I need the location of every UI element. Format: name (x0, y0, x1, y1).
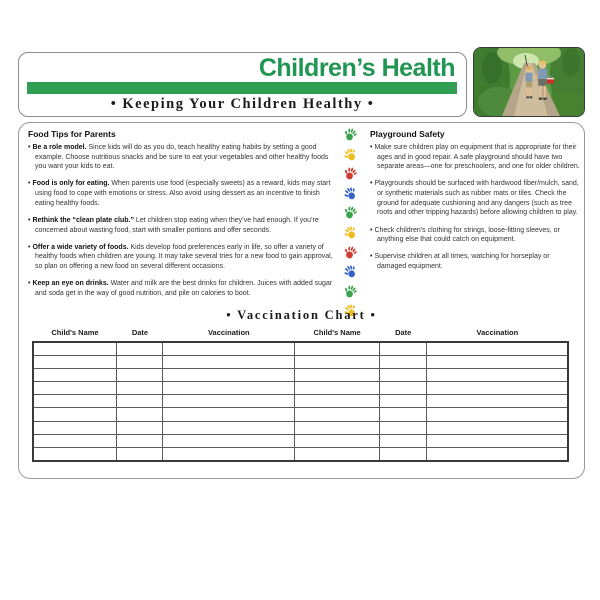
bullet-icon: • (28, 144, 31, 151)
vaccination-cell (163, 421, 295, 434)
vaccination-cell (380, 369, 427, 382)
vaccination-cell (427, 342, 568, 356)
vaccination-cell (427, 421, 568, 434)
vaccination-cell (427, 408, 568, 421)
playground-safety-heading: Playground Safety (370, 129, 445, 139)
bullet-icon: • (28, 180, 31, 188)
handprint-icon (340, 222, 360, 242)
vaccination-row (33, 447, 568, 461)
vaccination-cell (117, 408, 163, 421)
vaccination-cell (33, 342, 117, 356)
handprint-icon (340, 144, 360, 164)
vaccination-cell (295, 382, 380, 395)
vaccination-row (33, 421, 568, 434)
food-tips-section (28, 129, 334, 306)
food-tip-item: • Rethink the “clean plate club.” Let children stop eating when they’ve had enough. If you’re concerned about wasting food, start with smaller portions and offer seconds. (28, 216, 319, 234)
header-tagline: • Keeping Your Children Healthy • (110, 96, 375, 112)
handprint-icon-column (341, 127, 359, 318)
playground-safety-list (370, 143, 580, 272)
vaccination-row (33, 356, 568, 369)
vaccination-cell (295, 408, 380, 421)
vaccination-row (33, 395, 568, 408)
children-walking-path-photo (473, 47, 585, 117)
playground-tip-item: • Supervise children at all times, watching for horseplay or damaged equipment. (370, 253, 550, 271)
vaccination-cell (117, 369, 163, 382)
vaccination-cell (295, 395, 380, 408)
vaccination-cell (163, 369, 295, 382)
bullet-icon: • (370, 226, 373, 234)
vaccination-cell (117, 421, 163, 434)
handprint-icon (340, 262, 360, 282)
vaccination-cell (117, 382, 163, 395)
vaccination-cell (380, 408, 427, 421)
vaccination-cell (163, 356, 295, 369)
handprint-icon (340, 242, 360, 262)
vaccination-cell (163, 382, 295, 395)
content-card (18, 122, 585, 479)
vaccination-column-header: Vaccination (476, 328, 519, 337)
vaccination-cell (163, 434, 295, 447)
vaccination-column-header: Date (395, 328, 412, 337)
vaccination-cell (163, 395, 295, 408)
vaccination-cell (33, 408, 117, 421)
food-tips-heading: Food Tips for Parents (28, 129, 116, 139)
vaccination-cell (33, 382, 117, 395)
vaccination-column-header: Child's Name (313, 328, 361, 337)
vaccination-row (33, 382, 568, 395)
header (18, 52, 467, 117)
page-title: Children’s Health (258, 54, 455, 82)
vaccination-cell (427, 434, 568, 447)
vaccination-column-header: Child's Name (51, 328, 99, 337)
vaccination-cell (33, 356, 117, 369)
vaccination-cell (380, 395, 427, 408)
bullet-icon: • (28, 216, 31, 224)
handprint-icon (340, 125, 360, 145)
vaccination-cell (427, 395, 568, 408)
food-tip-item: • Offer a wide variety of foods. Kids develop food preferences early in life, so offer a variety of healthy foods when children are young. It may take several tries for a new food to gain approval, so plan on offering a new food on several different occasions. (28, 243, 333, 271)
vaccination-cell (117, 434, 163, 447)
handprint-icon (340, 164, 360, 184)
vaccination-row (33, 408, 568, 421)
vaccination-cell (295, 356, 380, 369)
vaccination-header-row (33, 328, 568, 342)
vaccination-cell (33, 395, 117, 408)
food-tip-item: • Keep an eye on drinks. Water and milk are the best drinks for children. Juices with added sugar and soda get in the way of good nutrition, and pile on calories to boot. (28, 280, 333, 297)
vaccination-cell (295, 447, 380, 461)
vaccination-row (33, 369, 568, 382)
vaccination-cell (427, 356, 568, 369)
playground-tip-item: • Playgrounds should be surfaced with hardwood fiber/mulch, sand, or synthetic materials such as rubber mats or tiles. Check the ground for adequate cushioning and any dangers (such as tree roots and other tripping hazards) before allowing children to play. (370, 180, 579, 217)
bullet-icon: • (370, 253, 373, 261)
vaccination-cell (295, 421, 380, 434)
vaccination-cell (380, 421, 427, 434)
vaccination-cell (33, 369, 117, 382)
food-tips-list (28, 143, 334, 299)
vaccination-column-header: Vaccination (207, 328, 250, 337)
playground-tip-item: • Make sure children play on equipment that is appropriate for their ages and in good repair. A safe playground should have two separate areas—one for preschoolers, and one for older children. (370, 144, 580, 171)
vaccination-cell (33, 447, 117, 461)
vaccination-cell (33, 421, 117, 434)
vaccination-cell (380, 382, 427, 395)
vaccination-chart-title: • Vaccination Chart • (226, 308, 377, 322)
vaccination-cell (380, 447, 427, 461)
handprint-icon (340, 281, 360, 301)
vaccination-cell (295, 342, 380, 356)
vaccination-cell (427, 382, 568, 395)
vaccination-cell (33, 434, 117, 447)
handprint-icon (340, 203, 360, 223)
bullet-icon: • (370, 144, 373, 151)
vaccination-cell (380, 356, 427, 369)
vaccination-cell (163, 447, 295, 461)
children-walking-path-photo (474, 48, 584, 116)
vaccination-table (32, 328, 569, 462)
vaccination-cell (117, 395, 163, 408)
header-green-bar (27, 82, 457, 94)
vaccination-cell (117, 447, 163, 461)
vaccination-row (33, 434, 568, 447)
handprint-icon (340, 183, 360, 203)
vaccination-cell (380, 434, 427, 447)
vaccination-cell (295, 369, 380, 382)
vaccination-cell (427, 447, 568, 461)
vaccination-cell (427, 369, 568, 382)
vaccination-row (33, 342, 568, 356)
food-tip-item: • Be a role model. Since kids will do as you do, teach healthy eating habits by setting a good example. Choose nutritious snacks and be sure to eat your vegetables and other healthy foods you want your kids to eat. (28, 144, 329, 171)
vaccination-cell (117, 342, 163, 356)
bullet-icon: • (370, 180, 373, 188)
food-tip-item: • Food is only for eating. When parents use food (especially sweets) as a reward, kids may start using food to cope with emotions or stress. Also avoid using dessert as an incentive to finish eating healthy foods. (28, 180, 331, 207)
bullet-icon: • (28, 243, 31, 251)
vaccination-cell (163, 342, 295, 356)
bullet-icon: • (28, 280, 31, 288)
vaccination-column-header: Date (131, 328, 149, 337)
vaccination-cell (380, 342, 427, 356)
playground-safety-section (370, 129, 580, 279)
vaccination-cell (163, 408, 295, 421)
playground-tip-item: • Check children’s clothing for strings, loose-fitting sleeves, or anything else that could catch on equipment. (370, 226, 560, 244)
vaccination-cell (117, 356, 163, 369)
vaccination-cell (295, 434, 380, 447)
